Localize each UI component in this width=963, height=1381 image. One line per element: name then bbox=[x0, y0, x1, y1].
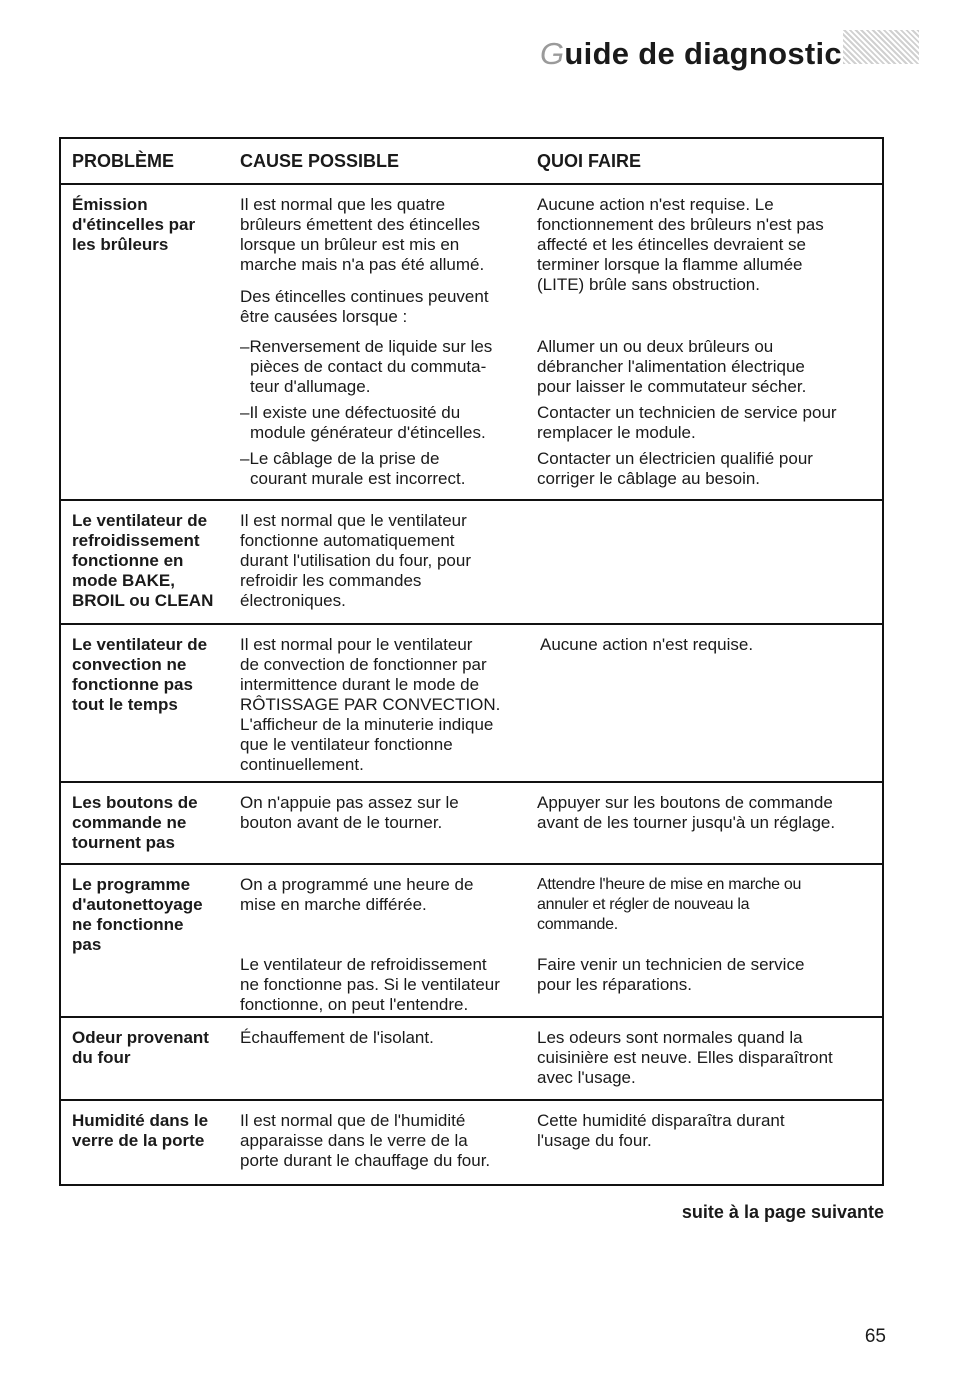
action-text: Contacter un électricien qualifié pour corriger le câblage au besoin. bbox=[537, 449, 813, 488]
action-cell: Aucune action n'est requise. bbox=[540, 635, 754, 654]
cause-text: Des étincelles continues peuvent être causées lorsque : bbox=[240, 287, 489, 326]
problem-cell: Émission d'étincelles par les brûleurs bbox=[72, 195, 196, 254]
cause-text: On a programmé une heure de mise en marche différée. bbox=[240, 875, 474, 914]
problem-cell: Le ventilateur de refroidissement fonctionne en mode BAKE, BROIL ou CLEAN bbox=[72, 511, 214, 610]
table-row bbox=[61, 501, 882, 625]
cause-cell bbox=[229, 875, 526, 1016]
action-cell: Appuyer sur les boutons de commande avant de les tourner jusqu'à un réglage. bbox=[537, 793, 836, 832]
problem-cell: Humidité dans le verre de la porte bbox=[72, 1111, 209, 1150]
decorative-texture bbox=[843, 30, 919, 64]
header-cause: CAUSE POSSIBLE bbox=[240, 150, 400, 171]
header-action: QUOI FAIRE bbox=[537, 150, 642, 171]
action-cell: Les odeurs sont normales quand la cuisinière est neuve. Elles disparaîtront avec l'usage. bbox=[537, 1028, 833, 1087]
table-row bbox=[61, 185, 882, 501]
table-row bbox=[61, 625, 882, 783]
page-title bbox=[540, 36, 842, 72]
table-row bbox=[61, 1018, 882, 1101]
problem-cell: Le ventilateur de convection ne fonctionne pas tout le temps bbox=[72, 635, 208, 714]
cause-cell: Il est normal que le ventilateur fonctionne automatiquement durant l'utilisation du four, pour refroidir les commandes électroniques. bbox=[240, 511, 472, 610]
table-row bbox=[61, 783, 882, 865]
action-text: Aucune action n'est requise. Le fonctionnement des brûleurs n'est pas affecté et les étincelles devraient se terminer lorsque la flamme allumée (LITE) brûle sans obstruction. bbox=[537, 195, 824, 294]
continued-note: suite à la page suivante bbox=[681, 1202, 884, 1222]
cause-cell: Échauffement de l'isolant. bbox=[240, 1028, 434, 1047]
title-text: uide de diagnostic bbox=[564, 36, 842, 71]
action-text: Contacter un technicien de service pour remplacer le module. bbox=[537, 403, 837, 442]
table-header bbox=[61, 139, 882, 185]
title-initial: G bbox=[540, 36, 565, 71]
cause-text: Il est normal que les quatre brûleurs émettent des étincelles lorsque un brûleur est mis en marche mais n'a pas été allumé. bbox=[240, 195, 485, 274]
cause-text: –Renversement de liquide sur les pièces de contact du commuta- teur d'allumage. bbox=[240, 337, 493, 396]
problem-cell: Le programme d'autonettoyage ne fonctionne pas bbox=[72, 875, 203, 954]
action-text: Faire venir un technicien de service pour les réparations. bbox=[537, 955, 805, 994]
table-row bbox=[61, 1101, 882, 1184]
action-text: Allumer un ou deux brûleurs ou débrancher l'alimentation électrique pour laisser le commutateur sécher. bbox=[537, 337, 807, 396]
table-row bbox=[61, 865, 882, 1018]
cause-cell: Il est normal que de l'humidité apparaisse dans le verre de la porte durant le chauffage du four. bbox=[240, 1111, 491, 1170]
cause-cell: On n'appuie pas assez sur le bouton avant de le tourner. bbox=[240, 793, 459, 832]
cause-text: –Le câblage de la prise de courant murale est incorrect. bbox=[240, 449, 466, 488]
cause-cell bbox=[229, 195, 526, 499]
action-text: Attendre l'heure de mise en marche ou annuler et régler de nouveau la commande. bbox=[537, 876, 802, 933]
action-cell: Cette humidité disparaîtra durant l'usage du four. bbox=[537, 1111, 785, 1150]
problem-cell: Les boutons de commande ne tournent pas bbox=[72, 793, 198, 852]
action-cell bbox=[526, 511, 882, 623]
cause-text: –Il existe une défectuosité du module générateur d'étincelles. bbox=[240, 403, 486, 442]
cause-cell: Il est normal pour le ventilateur de convection de fonctionner par intermittence durant le mode de RÔTISSAGE PAR CONVECTION. L'afficheur de la minuterie indique que le ventilateur fonctionne continuellement. bbox=[240, 635, 501, 774]
diagnostic-table bbox=[59, 137, 884, 1186]
cause-text: Le ventilateur de refroidissement ne fonctionne pas. Si le ventilateur fonctionne, on peut l'entendre. bbox=[240, 955, 500, 1014]
header-problem: PROBLÈME bbox=[72, 150, 175, 171]
page-number: 65 bbox=[864, 1326, 886, 1347]
action-cell bbox=[526, 875, 882, 1016]
action-cell bbox=[526, 195, 882, 499]
problem-cell: Odeur provenant du four bbox=[72, 1028, 209, 1067]
